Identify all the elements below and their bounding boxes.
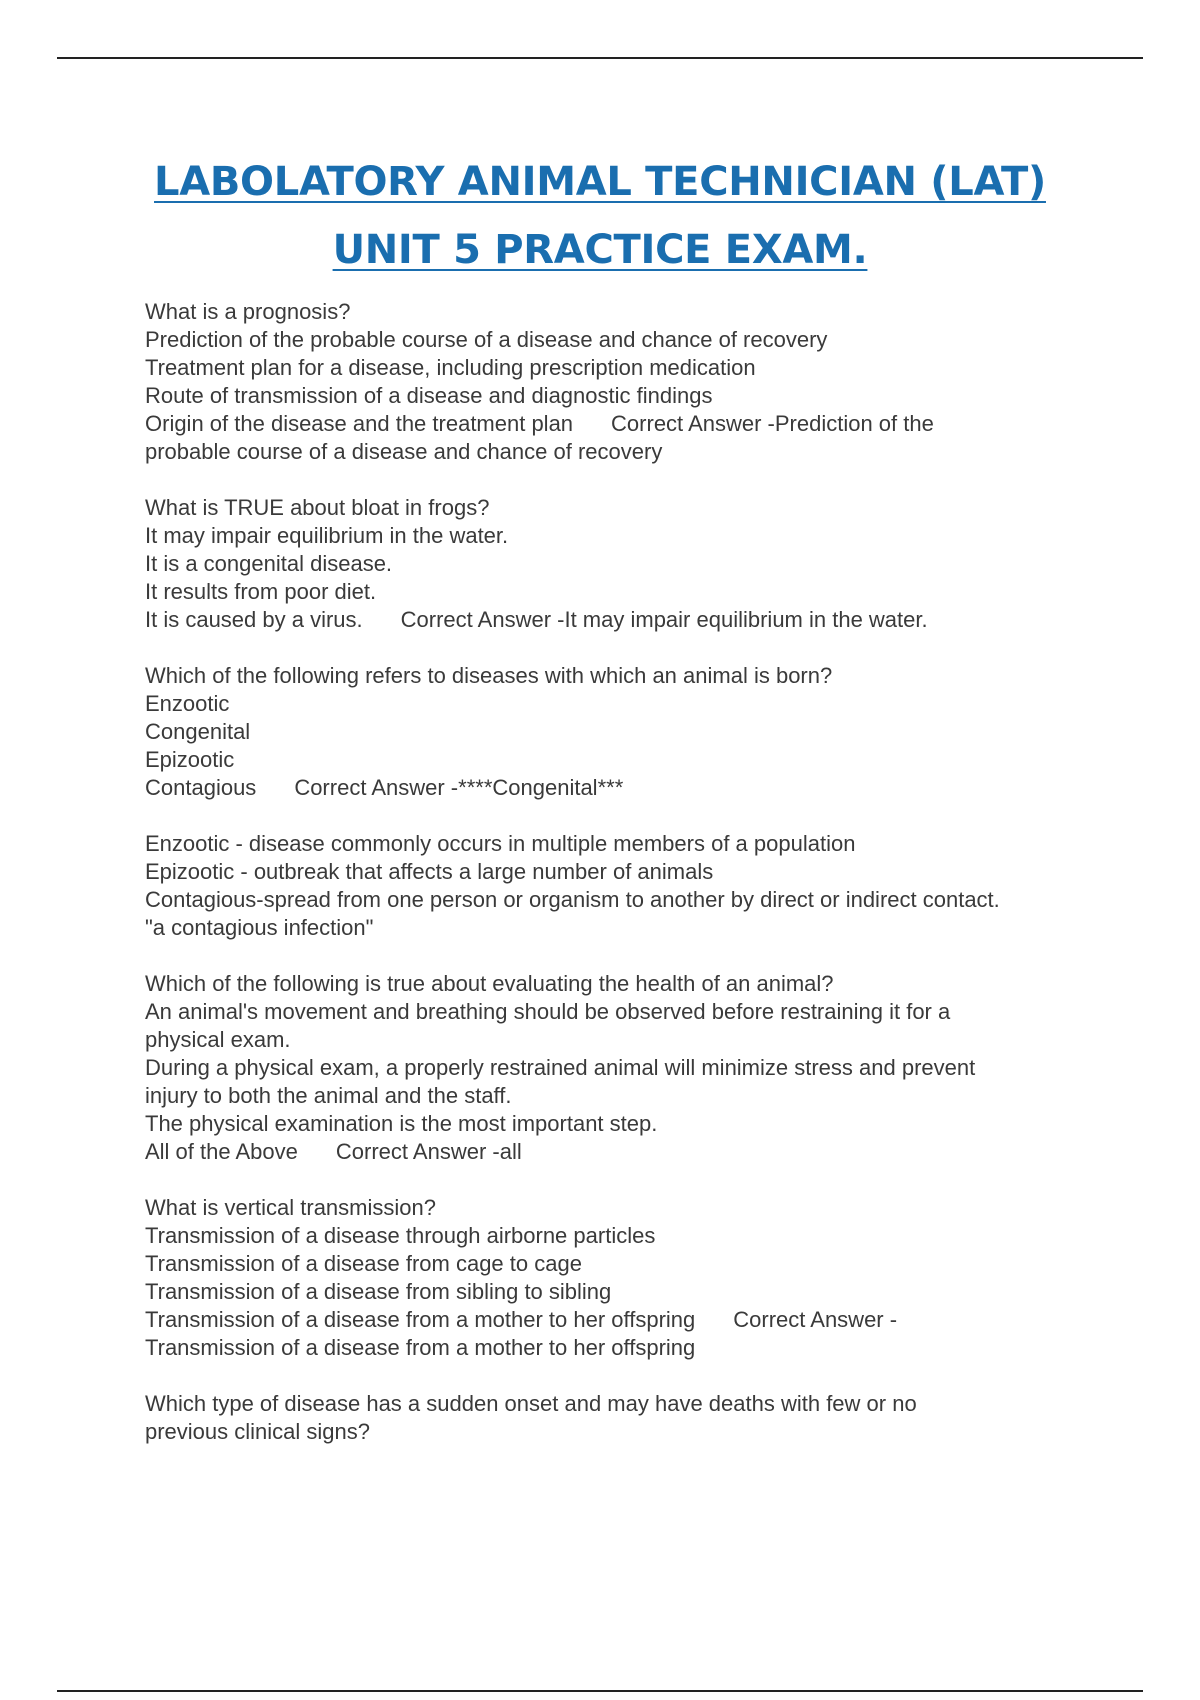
definition-note: "a contagious infection" xyxy=(145,915,374,940)
answer-option: Transmission of a disease through airborne particles xyxy=(145,1223,656,1248)
question-text: What is vertical transmission? xyxy=(145,1195,436,1220)
header-rule xyxy=(57,57,1143,59)
correct-answer: Correct Answer -all xyxy=(335,1139,522,1164)
question-text: Which of the following is true about evaluating the health of an animal? xyxy=(145,971,834,996)
question-text: What is TRUE about bloat in frogs? xyxy=(145,495,490,520)
answer-option: It may impair equilibrium in the water. xyxy=(145,523,509,548)
answer-option: Origin of the disease and the treatment plan xyxy=(145,411,574,436)
answer-option: Congenital xyxy=(145,719,251,744)
definition-note: Enzootic - disease commonly occurs in multiple members of a population xyxy=(145,831,856,856)
question-block xyxy=(145,1390,1105,1446)
correct-answer-continued: Transmission of a disease from a mother to her offspring xyxy=(145,1335,696,1360)
answer-option-with-answer xyxy=(145,774,1105,802)
question-block xyxy=(145,970,1105,1166)
correct-answer: Correct Answer -It may impair equilibrium in the water. xyxy=(400,607,928,632)
correct-answer: Correct Answer -****Congenital*** xyxy=(294,775,624,800)
answer-option: During a physical exam, a properly restrained animal will minimize stress and prevent xyxy=(145,1055,976,1080)
answer-option: injury to both the animal and the staff. xyxy=(145,1083,512,1108)
definition-note: Contagious-spread from one person or organism to another by direct or indirect contact. xyxy=(145,887,1000,912)
answer-option: It is caused by a virus. xyxy=(145,607,363,632)
answer-option: Enzootic xyxy=(145,691,230,716)
answer-option: Route of transmission of a disease and diagnostic findings xyxy=(145,383,713,408)
page-title xyxy=(0,148,1200,284)
question-text: What is a prognosis? xyxy=(145,299,351,324)
answer-option: It results from poor diet. xyxy=(145,579,377,604)
answer-option: Epizootic xyxy=(145,747,235,772)
answer-option: physical exam. xyxy=(145,1027,291,1052)
question-text: Which of the following refers to diseases with which an animal is born? xyxy=(145,663,833,688)
question-block xyxy=(145,662,1105,802)
definitions-block xyxy=(145,830,1105,942)
answer-option: Prediction of the probable course of a disease and chance of recovery xyxy=(145,327,828,352)
answer-option: Transmission of a disease from sibling to sibling xyxy=(145,1279,612,1304)
exam-content xyxy=(145,298,1105,1474)
definition-note: Epizootic - outbreak that affects a large number of animals xyxy=(145,859,714,884)
answer-option: All of the Above xyxy=(145,1139,298,1164)
answer-option: An animal's movement and breathing should be observed before restraining it for a xyxy=(145,999,951,1024)
answer-option: Transmission of a disease from cage to cage xyxy=(145,1251,582,1276)
answer-option-with-answer xyxy=(145,1138,1105,1166)
correct-answer-continued: probable course of a disease and chance of recovery xyxy=(145,439,663,464)
answer-option: Treatment plan for a disease, including prescription medication xyxy=(145,355,756,380)
title-line-2: UNIT 5 PRACTICE EXAM. xyxy=(332,227,868,273)
correct-answer: Correct Answer -Prediction of the xyxy=(611,411,934,436)
answer-option: It is a congenital disease. xyxy=(145,551,393,576)
footer-rule xyxy=(57,1690,1143,1692)
question-block xyxy=(145,494,1105,634)
answer-option-with-answer xyxy=(145,410,1105,438)
answer-option: The physical examination is the most important step. xyxy=(145,1111,658,1136)
answer-option-with-answer xyxy=(145,1306,1105,1334)
answer-option: Contagious xyxy=(145,775,257,800)
question-block xyxy=(145,298,1105,466)
question-text: Which type of disease has a sudden onset and may have deaths with few or no xyxy=(145,1391,917,1416)
answer-option-with-answer xyxy=(145,606,1105,634)
title-line-1: LABOLATORY ANIMAL TECHNICIAN (LAT) xyxy=(154,159,1046,205)
question-text-continued: previous clinical signs? xyxy=(145,1419,370,1444)
correct-answer: Correct Answer - xyxy=(733,1307,898,1332)
question-block xyxy=(145,1194,1105,1362)
answer-option: Transmission of a disease from a mother to her offspring xyxy=(145,1307,696,1332)
